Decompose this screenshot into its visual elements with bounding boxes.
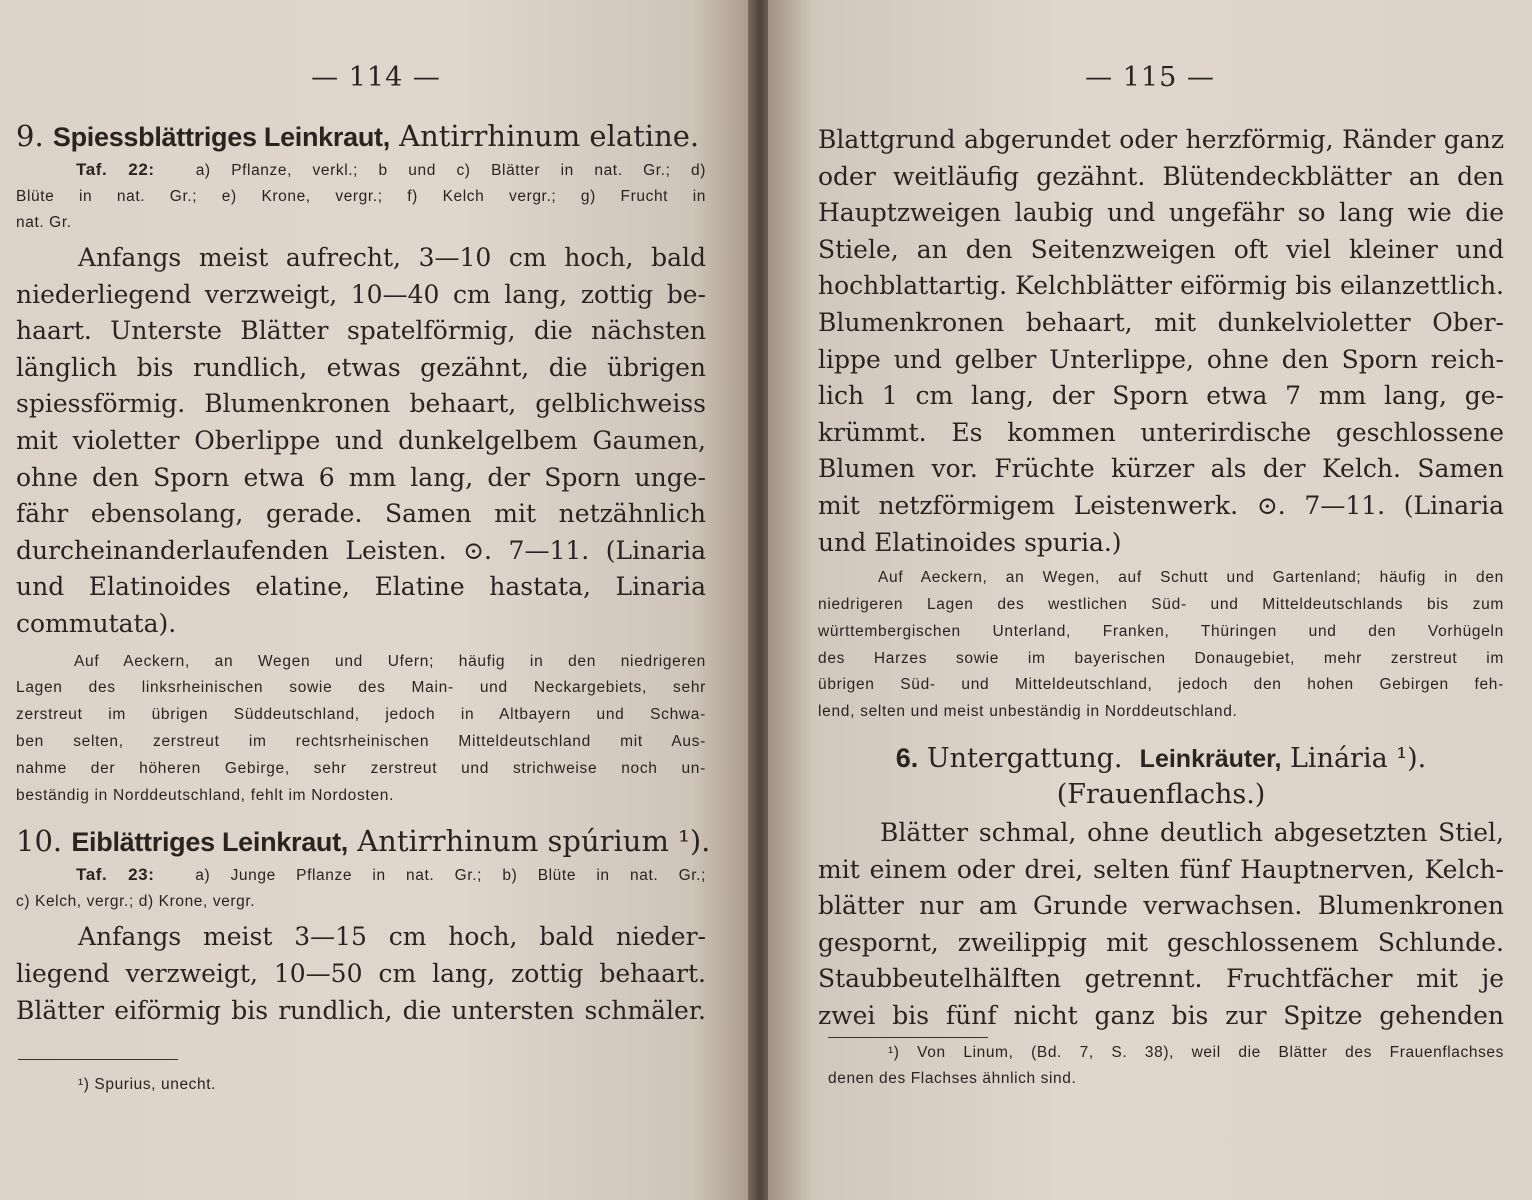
left-text-column: [16, 118, 711, 1029]
text-line: haart. Unterste Blätter spatelförmig, die nächsten: [16, 316, 706, 346]
entry-description: [16, 919, 706, 1029]
text-line: zerstreut im übrigen Süddeutschland, jedoch in Altbayern und Schwa-: [16, 706, 706, 724]
text-line: Stiele, an den Seitenzweigen oft viel kleiner und: [818, 234, 1504, 264]
text-line: Blumen vor. Früchte kürzer als der Kelch. Samen: [818, 454, 1504, 484]
text-line: lend, selten und meist unbeständig in Norddeutschland.: [818, 703, 1238, 721]
right-page: [768, 0, 1532, 1200]
text-line: mit netzförmigem Leistenwerk. ⊙. 7—11. (Linaria: [818, 490, 1504, 520]
entry-latin-name: Antirrhinum spúrium ¹).: [357, 824, 711, 859]
plate-label: Taf. 23:: [76, 865, 155, 885]
entry-number: 10.: [16, 824, 63, 859]
continued-description: [818, 122, 1504, 561]
text-line: denen des Flachses ähnlich sind.: [828, 1070, 1077, 1087]
entry-latin-name: Antirrhinum elatine.: [399, 119, 700, 153]
plate-reference: [16, 157, 706, 236]
text-line: oder weitläufig gezähnt. Blütendeckblätter an den: [818, 161, 1504, 191]
footnote: ¹) Spurius, unecht.: [78, 1076, 217, 1093]
footnote-rule: [828, 1037, 988, 1038]
footnote-rule: [18, 1059, 178, 1060]
text-line: und Elatinoides elatine, Elatine hastata, Linaria: [16, 572, 706, 602]
entry-number: 9.: [16, 119, 44, 153]
text-line: Blätter schmal, ohne deutlich abgesetzten Stiel,: [880, 817, 1504, 847]
text-line: niedrigeren Lagen des westlichen Süd- und Mitteldeutschlands bis zum: [818, 595, 1504, 613]
text-line: krümmt. Es kommen unterirdische geschlossene: [818, 417, 1504, 447]
text-line: Hauptzweigen laubig und ungefähr so lang wie die: [818, 198, 1504, 228]
text-line: liegend verzweigt, 10—50 cm lang, zottig behaart.: [16, 958, 706, 988]
text-line: spiessförmig. Blumenkronen behaart, gelblichweiss: [16, 389, 706, 419]
entry-description: [16, 240, 706, 643]
text-line: Lagen des linksrheinischen sowie des Main- und Neckargebiets, sehr: [16, 679, 706, 697]
text-line: Blattgrund abgerundet oder herzförmig, Ränder ganz: [818, 125, 1504, 154]
plate-reference-line: nat. Gr.: [16, 214, 72, 231]
text-line: blätter nur am Grunde verwachsen. Blumenkronen: [818, 891, 1504, 921]
text-line: länglich bis rundlich, etwas gezähnt, die übrigen: [16, 352, 706, 382]
text-line: nahme der höheren Gebirge, sehr zerstreut und strichweise noch un-: [16, 759, 706, 777]
text-line: commutata).: [16, 608, 177, 638]
entry-common-name: Spiessblättriges Leinkraut,: [52, 122, 390, 152]
text-line: zwei bis fünf nicht ganz bis zur Spitze gehenden: [818, 1000, 1504, 1030]
subgenus-alt-name: (Frauenflachs.): [1056, 778, 1266, 810]
text-line: fähr ebensolang, gerade. Samen mit netzähnlich: [16, 499, 706, 529]
entry-common-name: Eiblättriges Leinkraut,: [71, 827, 349, 858]
text-line: Auf Aeckern, an Wegen, auf Schutt und Gartenland; häufig in den: [878, 569, 1504, 587]
right-text-column: [818, 122, 1504, 1034]
text-line: niederliegend verzweigt, 10—40 cm lang, zottig be-: [16, 279, 706, 309]
text-line: württembergischen Unterland, Franken, Thüringen und den Vorhügeln: [818, 622, 1504, 640]
subgenus-latin: Linária ¹).: [1290, 742, 1427, 774]
text-line: Anfangs meist aufrecht, 3—10 cm hoch, bald: [78, 243, 706, 272]
text-line: Auf Aeckern, an Wegen und Ufern; häufig in den niedrigeren: [74, 652, 706, 670]
text-line: Blätter eiförmig bis rundlich, die untersten schmäler.: [16, 995, 706, 1025]
plate-reference: [16, 862, 706, 915]
text-line: Anfangs meist 3—15 cm hoch, bald nieder-: [78, 922, 706, 952]
text-line: mit einem oder drei, selten fünf Hauptnerven, Kelch-: [818, 854, 1504, 884]
text-line: ¹) Von Linum, (Bd. 7, S. 38), weil die Blätter des Frauenflachses: [888, 1044, 1504, 1061]
page-number: — 114 —: [311, 62, 441, 93]
subgenus-prefix: Untergattung.: [926, 742, 1123, 774]
text-line: beständig in Norddeutschland, fehlt im Nordosten.: [16, 786, 395, 804]
text-line: übrigen Süd- und Mitteldeutschland, jedoch den hohen Gebirgen feh-: [818, 676, 1504, 694]
text-line: Staubbeutelhälften getrennt. Fruchtfächer mit je: [818, 964, 1504, 994]
plate-reference-line: c) Kelch, vergr.; d) Krone, vergr.: [16, 893, 256, 911]
text-line: mit violetter Oberlippe und dunkelgelbem Gaumen,: [16, 425, 706, 455]
text-line: ohne den Sporn etwa 6 mm lang, der Sporn unge-: [16, 462, 706, 492]
page-number: — 115 —: [1085, 62, 1215, 93]
text-line: hochblattartig. Kelchblätter eiförmig bis eilanzettlich.: [818, 271, 1504, 301]
distribution-note: [16, 649, 706, 810]
entry-heading-10: [16, 823, 711, 860]
plate-label: Taf. 22:: [76, 160, 155, 179]
subgenus-number: 6.: [895, 742, 919, 773]
text-line: lich 1 cm lang, der Sporn etwa 7 mm lang, ge-: [818, 381, 1504, 411]
footnote: [828, 1040, 1504, 1092]
text-line: gespornt, zweilippig mit geschlossenem Schlunde.: [818, 927, 1504, 957]
plate-reference-line: Taf. 23: a) Junge Pflanze in nat. Gr.; b) Blüte in nat. Gr.;: [76, 865, 706, 885]
text-line: und Elatinoides spuria.): [818, 527, 1122, 557]
plate-reference-line: Taf. 22: a) Pflanze, verkl.; b und c) Blätter in nat. Gr.; d): [76, 160, 706, 179]
subgenus-name: Leinkräuter,: [1139, 744, 1282, 773]
distribution-note: [818, 565, 1504, 726]
subgenus-heading: [818, 740, 1504, 777]
subgenus-description: [818, 815, 1504, 1035]
text-line: durcheinanderlaufenden Leisten. ⊙. 7—11. (Linaria: [16, 535, 706, 565]
text-line: ben selten, zerstreut im rechtsrheinischen Mitteldeutschland mit Aus-: [16, 732, 706, 750]
plate-reference-line: Blüte in nat. Gr.; e) Krone, vergr.; f) Kelch vergr.; g) Frucht in: [16, 188, 706, 205]
entry-heading-9: [16, 118, 706, 155]
text-line: Blumenkronen behaart, mit dunkelvioletter Ober-: [818, 307, 1504, 337]
left-page: [0, 0, 752, 1200]
text-line: lippe und gelber Unterlippe, ohne den Sporn reich-: [818, 344, 1504, 374]
text-line: des Harzes sowie im bayerischen Donaugebiet, mehr zerstreut im: [818, 649, 1504, 667]
